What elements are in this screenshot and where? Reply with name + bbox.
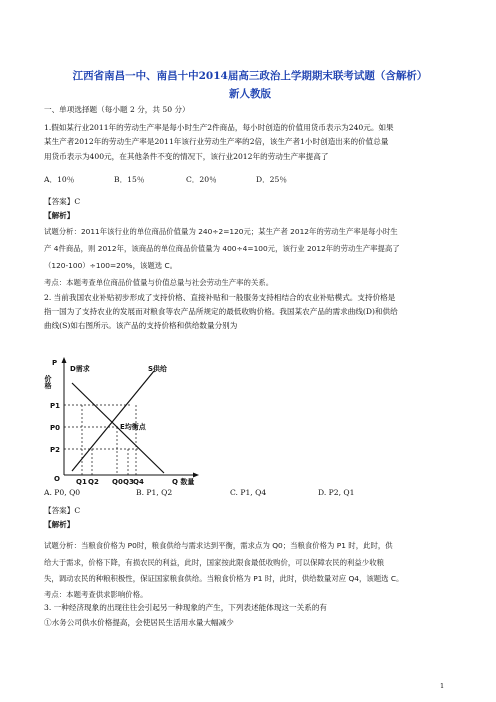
- q1-analysis-line: 考点：本题考查单位商品价值量与价值总量与社会劳动生产率的关系。: [44, 278, 274, 287]
- q2-option: C. P1, Q4: [230, 488, 267, 497]
- q2-option: D. P2, Q1: [318, 488, 355, 497]
- demand-label: D需求: [70, 365, 90, 373]
- q2-option: B. P1, Q2: [136, 488, 173, 497]
- q3-text-line: 3. 一种经济现象的出现往往会引起另一种现象的产生，下列表述能体现这一关系的有: [44, 603, 328, 612]
- q1-text-line: 某生产者2012年的劳动生产率是2011年该行业劳动生产率的2倍，该生产者1小时创造出来的价值总量: [44, 137, 389, 146]
- q2-text-line: 曲线(S)如右图所示。该产品的支持价格和供给数量分别为: [44, 321, 238, 330]
- q1-option: A．10％: [44, 175, 75, 184]
- q2-text-line: 指一国为了支持农业的发展而对粮食等农产品所规定的最低收购价格。我国某农产品的需求曲线(D)和供给: [44, 307, 398, 316]
- x-axis-label: Q 数量: [172, 478, 195, 485]
- equilibrium-label: E均衡点: [120, 423, 146, 431]
- q2-answer: 【答案】C: [44, 506, 81, 515]
- q2-analysis-line: 给大于需求，价格下降，有损农民的利益，此时，国家按此限食最低收购价，可以保障农民的利益少收粮: [44, 558, 384, 567]
- q-tick: Q2: [88, 478, 99, 485]
- supply-curve: [72, 371, 154, 471]
- q1-analysis-line: 产 4件商品，则 2012年，该商品的单位商品价值量为 400÷4=100元，该行业 2012年的劳动生产率提高了: [44, 244, 400, 253]
- q-tick: Q3: [123, 478, 134, 485]
- q-tick: Q1: [76, 478, 87, 485]
- q2-option: A. P0, Q0: [44, 488, 81, 497]
- q1-text-line: 1.假如某行业2011年的劳动生产率是每小时生产2件商品，每小时创造的价值用货币表示为240元。如果: [44, 123, 394, 132]
- demand-curve: [72, 383, 164, 473]
- q2-analysis-line: 失，调动农民的种粮积极性，保证国家粮食供给。当粮食价格为 P1 时，此时，供给数量对应 Q4，该题选 C。: [44, 574, 404, 583]
- q2-text-line: 2. 当前我国农业补贴初步形成了支持价格、直接补贴和一般服务支持相结合的农业补贴模式。支持价格是: [44, 293, 396, 302]
- document-title: 江西省南昌一中、南昌十中2014届高三政治上学期期末联考试题（含解析）: [72, 70, 428, 82]
- p-tick: P1: [50, 402, 61, 410]
- q2-analysis-line: 考点：本题考查供求影响价格。: [44, 590, 148, 599]
- document-subtitle: 新人教版: [229, 88, 271, 100]
- supply-label: S供给: [148, 365, 168, 373]
- q-tick: Q4: [133, 478, 144, 485]
- q1-answer: 【答案】C: [44, 197, 81, 206]
- q1-option: B．15％: [114, 175, 145, 184]
- q1-analysis-line: 试题分析：2011年该行业的单位商品价值量为 240÷2=120元；某生产者 2012年的劳动生产率是每小时生: [44, 227, 398, 236]
- q1-option: C．20％: [186, 175, 217, 184]
- q2-analysis-label: 【解析】: [44, 520, 75, 529]
- y-axis-sub: 价格: [44, 375, 52, 389]
- p-tick: P2: [50, 446, 61, 454]
- q1-analysis-label: 【解析】: [44, 211, 75, 220]
- q1-analysis-line: （120-100）÷100=20%，该题选 C。: [44, 261, 178, 270]
- supply-demand-graph: [44, 355, 224, 485]
- y-axis-label: P: [52, 359, 58, 367]
- q2-analysis-line: 试题分析：当粮食价格为 P0时，粮食供给与需求达到平衡，需求点为 Q0；当粮食价格为 P1 时，此时，供: [44, 541, 393, 550]
- q3-text-line: ①水务公司供水价格提高，会使居民生活用水量大幅减少: [44, 618, 234, 627]
- page-number: 1: [440, 682, 445, 690]
- origin-label: O: [54, 475, 60, 483]
- x-axis-arrow: [193, 473, 199, 478]
- section-heading: 一、单项选择题（每小题 2 分，共 50 分）: [44, 105, 190, 114]
- q1-option: D．25％: [256, 175, 287, 184]
- y-axis-arrow: [62, 357, 67, 363]
- q-tick: Q0: [112, 478, 123, 485]
- p-tick: P0: [50, 424, 61, 432]
- q1-text-line: 用货币表示为400元，在其他条件不变的情况下，该行业2012年的劳动生产率提高了: [44, 152, 329, 161]
